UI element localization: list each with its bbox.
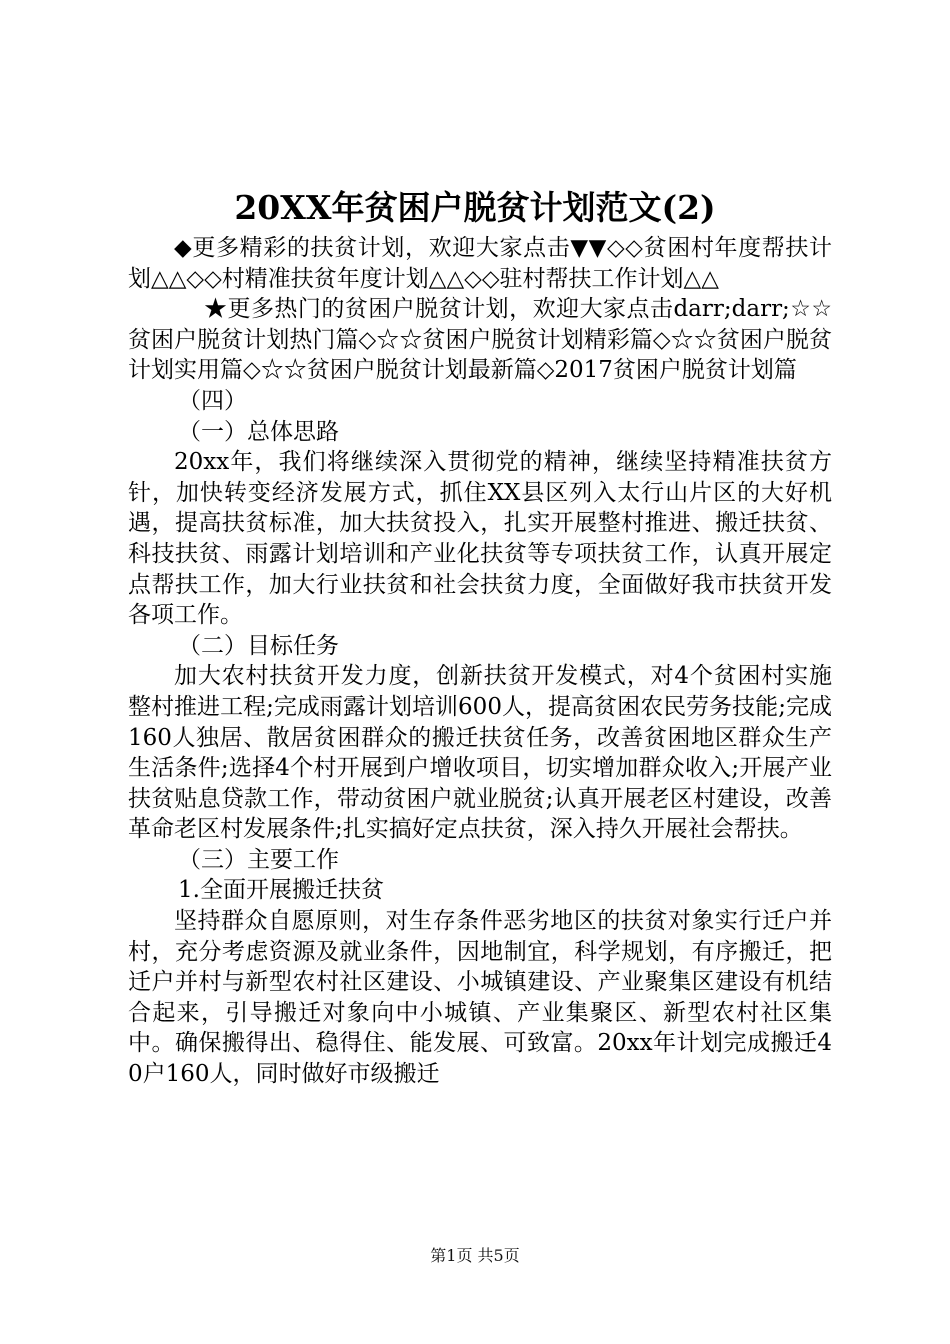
section-heading-overall-approach: （一）总体思路: [178, 418, 339, 445]
subheading-relocation: 1.全面开展搬迁扶贫: [178, 877, 384, 904]
paragraph-more-plans-link: ◆更多精彩的扶贫计划，欢迎大家点击▼▼◇◇贫困村年度帮扶计划△△◇◇村精准扶贫年度计划△△◇◇驻村帮扶工作计划△△: [128, 235, 832, 292]
section-heading-main-work: （三）主要工作: [178, 846, 339, 873]
paragraph-relocation: 坚持群众自愿原则，对生存条件恶劣地区的扶贫对象实行迁户并村，充分考虑资源及就业条件，因地制宜，科学规划，有序搬迁，把迁户并村与新型农村社区建设、小城镇建设、产业聚集区建设有机结合起来，引导搬迁对象向中小城镇、产业集聚区、新型农村社区集中。确保搬得出、稳得住、能发展、可致富。20xx年计划完成搬迁40户160人，同时做好市级搬迁: [128, 908, 832, 1088]
page-number-footer: 第1页 共5页: [430, 1246, 520, 1265]
document-title: 20XX年贫困户脱贫计划范文(2): [234, 188, 716, 227]
paragraph-overall-approach: 20xx年，我们将继续深入贯彻党的精神，继续坚持精准扶贫方针，加快转变经济发展方式，抓住XX县区列入太行山片区的大好机遇，提高扶贫标准，加大扶贫投入，扎实开展整村推进、搬迁扶贫、科技扶贫、雨露计划培训和产业化扶贫等专项扶贫工作，认真开展定点帮扶工作，加大行业扶贫和社会扶贫力度，全面做好我市扶贫开发各项工作。: [128, 449, 832, 629]
section-heading-four: （四）: [178, 387, 247, 414]
document-body: [128, 233, 832, 1090]
paragraph-goals: 加大农村扶贫开发力度，创新扶贫开发模式，对4个贫困村实施整村推进工程;完成雨露计划培训600人，提高贫困农民劳务技能;完成160人独居、散居贫困群众的搬迁扶贫任务，改善贫困地区群众生产生活条件;选择4个村开展到户增收项目，切实增加群众收入;开展产业扶贫贴息贷款工作，带动贫困户就业脱贫;认真开展老区村建设，改善革命老区村发展条件;扎实搞好定点扶贫，深入持久开展社会帮扶。: [128, 663, 832, 843]
section-heading-goals: （二）目标任务: [178, 632, 339, 659]
paragraph-hot-plans-link: ★更多热门的贫困户脱贫计划，欢迎大家点击darr;darr;☆☆贫困户脱贫计划热门篇◇☆☆贫困户脱贫计划精彩篇◇☆☆贫困户脱贫计划实用篇◇☆☆贫困户脱贫计划最新篇◇2017贫困户脱贫计划篇: [128, 296, 832, 384]
